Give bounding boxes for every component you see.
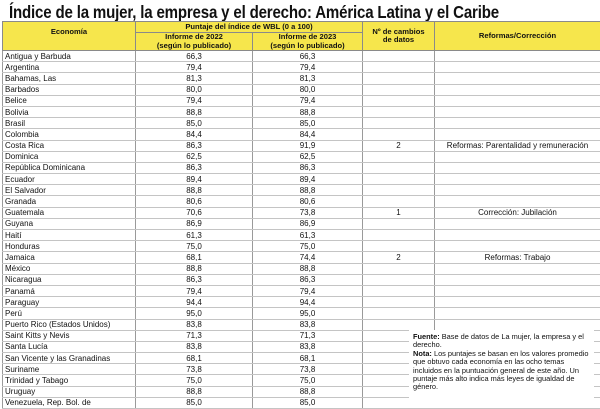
score-2022-cell: 95,0 <box>136 308 253 319</box>
economy-cell: Saint Kitts y Nevis <box>3 330 136 341</box>
score-2023-cell: 75,0 <box>253 241 363 252</box>
header-report-2023 <box>253 33 363 51</box>
table-row <box>3 84 600 95</box>
table-row <box>3 263 600 274</box>
reform-cell <box>435 62 600 73</box>
score-2023-cell: 61,3 <box>253 230 363 241</box>
economy-cell: Puerto Rico (Estados Unidos) <box>3 319 136 330</box>
header-wbl-group: Puntaje del índice de WBL (0 a 100) <box>136 22 363 33</box>
table-row <box>3 185 600 196</box>
economy-cell: Colombia <box>3 129 136 140</box>
score-2022-cell: 75,0 <box>136 375 253 386</box>
changes-cell <box>363 62 435 73</box>
header-changes <box>363 22 435 51</box>
table-row <box>3 95 600 106</box>
score-2023-cell: 79,4 <box>253 95 363 106</box>
economy-cell: Trinidad y Tabago <box>3 375 136 386</box>
changes-cell <box>363 196 435 207</box>
score-2023-cell: 95,0 <box>253 308 363 319</box>
score-2022-cell: 88,8 <box>136 185 253 196</box>
economy-cell: Bolivia <box>3 106 136 117</box>
score-2023-cell: 68,1 <box>253 353 363 364</box>
economy-cell: Antigua y Barbuda <box>3 51 136 62</box>
score-2022-cell: 68,1 <box>136 252 253 263</box>
score-2022-cell: 83,8 <box>136 341 253 352</box>
table-row <box>3 140 600 151</box>
score-2022-cell: 94,4 <box>136 297 253 308</box>
score-2022-cell: 83,8 <box>136 319 253 330</box>
header-report-2022-line1: Informe de 2022 <box>165 32 223 41</box>
table-row <box>3 118 600 129</box>
changes-cell <box>363 106 435 117</box>
economy-cell: Uruguay <box>3 386 136 397</box>
table-row <box>3 207 600 218</box>
score-2023-cell: 79,4 <box>253 285 363 296</box>
changes-cell <box>363 185 435 196</box>
header-changes-line1: Nº de cambios <box>372 27 424 36</box>
economy-cell: Honduras <box>3 241 136 252</box>
economy-cell: Guyana <box>3 218 136 229</box>
score-2022-cell: 81,3 <box>136 73 253 84</box>
reform-cell <box>435 230 600 241</box>
table-row <box>3 151 600 162</box>
changes-cell <box>363 274 435 285</box>
table-row <box>3 196 600 207</box>
score-2023-cell: 80,0 <box>253 84 363 95</box>
score-2022-cell: 85,0 <box>136 118 253 129</box>
economy-cell: Dominica <box>3 151 136 162</box>
table-row <box>3 129 600 140</box>
economy-cell: Jamaica <box>3 252 136 263</box>
economy-cell: Nicaragua <box>3 274 136 285</box>
score-2023-cell: 80,6 <box>253 196 363 207</box>
score-2022-cell: 86,9 <box>136 218 253 229</box>
changes-cell <box>363 129 435 140</box>
page-title: Índice de la mujer, la empresa y el derecho: América Latina y el Caribe <box>9 2 499 22</box>
reform-cell <box>435 308 600 319</box>
score-2023-cell: 86,3 <box>253 162 363 173</box>
economy-cell: República Dominicana <box>3 162 136 173</box>
header-reforms: Reformas/Corrección <box>435 22 600 51</box>
changes-cell <box>363 84 435 95</box>
economy-cell: Paraguay <box>3 297 136 308</box>
score-2022-cell: 73,8 <box>136 364 253 375</box>
score-2023-cell: 84,4 <box>253 129 363 140</box>
table-row <box>3 174 600 185</box>
score-2023-cell: 81,3 <box>253 73 363 84</box>
changes-cell <box>363 241 435 252</box>
score-2023-cell: 79,4 <box>253 62 363 73</box>
reform-cell <box>435 196 600 207</box>
score-2023-cell: 94,4 <box>253 297 363 308</box>
changes-cell: 1 <box>363 207 435 218</box>
score-2023-cell: 83,8 <box>253 341 363 352</box>
score-2022-cell: 86,3 <box>136 140 253 151</box>
reform-cell <box>435 162 600 173</box>
score-2022-cell: 61,3 <box>136 230 253 241</box>
score-2022-cell: 80,0 <box>136 84 253 95</box>
score-2022-cell: 66,3 <box>136 51 253 62</box>
changes-cell <box>363 174 435 185</box>
reform-cell <box>435 129 600 140</box>
changes-cell <box>363 51 435 62</box>
score-2022-cell: 88,8 <box>136 263 253 274</box>
reform-cell: Corrección: Jubilación <box>435 207 600 218</box>
changes-cell <box>363 319 435 330</box>
table-row <box>3 106 600 117</box>
table-row <box>3 218 600 229</box>
score-2022-cell: 86,3 <box>136 162 253 173</box>
score-2022-cell: 68,1 <box>136 353 253 364</box>
economy-cell: San Vicente y las Granadinas <box>3 353 136 364</box>
header-report-2022-line2: (según lo publicado) <box>157 41 231 50</box>
economy-cell: Guatemala <box>3 207 136 218</box>
score-2023-cell: 91,9 <box>253 140 363 151</box>
reform-cell <box>435 319 600 330</box>
changes-cell: 2 <box>363 140 435 151</box>
economy-cell: El Salvador <box>3 185 136 196</box>
score-2022-cell: 88,8 <box>136 106 253 117</box>
reform-cell <box>435 274 600 285</box>
table-row <box>3 230 600 241</box>
source-label: Fuente: <box>413 332 440 341</box>
changes-cell <box>363 218 435 229</box>
score-2022-cell: 85,0 <box>136 397 253 408</box>
reform-cell <box>435 118 600 129</box>
table-row <box>3 62 600 73</box>
economy-cell: Haití <box>3 230 136 241</box>
economy-cell: Granada <box>3 196 136 207</box>
score-2023-cell: 62,5 <box>253 151 363 162</box>
table-row <box>3 162 600 173</box>
score-2022-cell: 84,4 <box>136 129 253 140</box>
note-text: Los puntajes se basan en los valores promedio que obtuvo cada economía en las ocho temas incluidos en la puntuación general de este año. Un puntaje más alto indica más leyes de igualdad de género. <box>413 349 588 392</box>
changes-cell <box>363 118 435 129</box>
reform-cell <box>435 285 600 296</box>
table-row <box>3 297 600 308</box>
header-report-2023-line1: Informe de 2023 <box>279 32 337 41</box>
reform-cell <box>435 106 600 117</box>
score-2022-cell: 79,4 <box>136 95 253 106</box>
changes-cell <box>363 263 435 274</box>
changes-cell <box>363 73 435 84</box>
economy-cell: Suriname <box>3 364 136 375</box>
changes-cell <box>363 297 435 308</box>
economy-cell: Ecuador <box>3 174 136 185</box>
changes-cell <box>363 95 435 106</box>
table-row <box>3 319 600 330</box>
score-2022-cell: 71,3 <box>136 330 253 341</box>
economy-cell: Belice <box>3 95 136 106</box>
table-row <box>3 274 600 285</box>
score-2023-cell: 86,9 <box>253 218 363 229</box>
changes-cell <box>363 308 435 319</box>
table-row <box>3 73 600 84</box>
score-2023-cell: 66,3 <box>253 51 363 62</box>
table-row <box>3 285 600 296</box>
score-2023-cell: 85,0 <box>253 397 363 408</box>
reform-cell <box>435 218 600 229</box>
score-2023-cell: 88,8 <box>253 185 363 196</box>
economy-cell: Bahamas, Las <box>3 73 136 84</box>
score-2023-cell: 71,3 <box>253 330 363 341</box>
table-row <box>3 308 600 319</box>
economy-cell: Venezuela, Rep. Bol. de <box>3 397 136 408</box>
reform-cell <box>435 73 600 84</box>
reform-cell <box>435 263 600 274</box>
score-2022-cell: 80,6 <box>136 196 253 207</box>
score-2022-cell: 86,3 <box>136 274 253 285</box>
header-economy: Economía <box>3 22 136 51</box>
score-2022-cell: 89,4 <box>136 174 253 185</box>
reform-cell <box>435 95 600 106</box>
reform-cell: Reformas: Trabajo <box>435 252 600 263</box>
header-changes-line2: de datos <box>383 35 414 44</box>
score-2022-cell: 75,0 <box>136 241 253 252</box>
score-2023-cell: 88,8 <box>253 106 363 117</box>
economy-cell: Perú <box>3 308 136 319</box>
source-note <box>409 330 594 408</box>
economy-cell: Brasil <box>3 118 136 129</box>
score-2022-cell: 79,4 <box>136 285 253 296</box>
changes-cell <box>363 230 435 241</box>
table-row <box>3 241 600 252</box>
score-2023-cell: 73,8 <box>253 364 363 375</box>
header-report-2023-line2: (según lo publicado) <box>270 41 344 50</box>
reform-cell <box>435 297 600 308</box>
changes-cell <box>363 285 435 296</box>
score-2022-cell: 88,8 <box>136 386 253 397</box>
score-2023-cell: 85,0 <box>253 118 363 129</box>
header-report-2022 <box>136 33 253 51</box>
reform-cell <box>435 241 600 252</box>
reform-cell <box>435 174 600 185</box>
economy-cell: Santa Lucía <box>3 341 136 352</box>
reform-cell <box>435 84 600 95</box>
economy-cell: Costa Rica <box>3 140 136 151</box>
economy-cell: Barbados <box>3 84 136 95</box>
table-row <box>3 252 600 263</box>
reform-cell <box>435 185 600 196</box>
economy-cell: Panamá <box>3 285 136 296</box>
score-2023-cell: 74,4 <box>253 252 363 263</box>
score-2023-cell: 88,8 <box>253 263 363 274</box>
table-row <box>3 51 600 62</box>
score-2023-cell: 89,4 <box>253 174 363 185</box>
score-2022-cell: 79,4 <box>136 62 253 73</box>
score-2023-cell: 83,8 <box>253 319 363 330</box>
economy-cell: México <box>3 263 136 274</box>
score-2022-cell: 70,6 <box>136 207 253 218</box>
score-2022-cell: 62,5 <box>136 151 253 162</box>
reform-cell: Reformas: Parentalidad y remuneración <box>435 140 600 151</box>
changes-cell: 2 <box>363 252 435 263</box>
source-text: Base de datos de La mujer, la empresa y el derecho. <box>413 332 584 349</box>
changes-cell <box>363 151 435 162</box>
score-2023-cell: 75,0 <box>253 375 363 386</box>
score-2023-cell: 88,8 <box>253 386 363 397</box>
reform-cell <box>435 51 600 62</box>
reform-cell <box>435 151 600 162</box>
changes-cell <box>363 162 435 173</box>
score-2023-cell: 86,3 <box>253 274 363 285</box>
score-2023-cell: 73,8 <box>253 207 363 218</box>
note-label: Nota: <box>413 349 432 358</box>
economy-cell: Argentina <box>3 62 136 73</box>
